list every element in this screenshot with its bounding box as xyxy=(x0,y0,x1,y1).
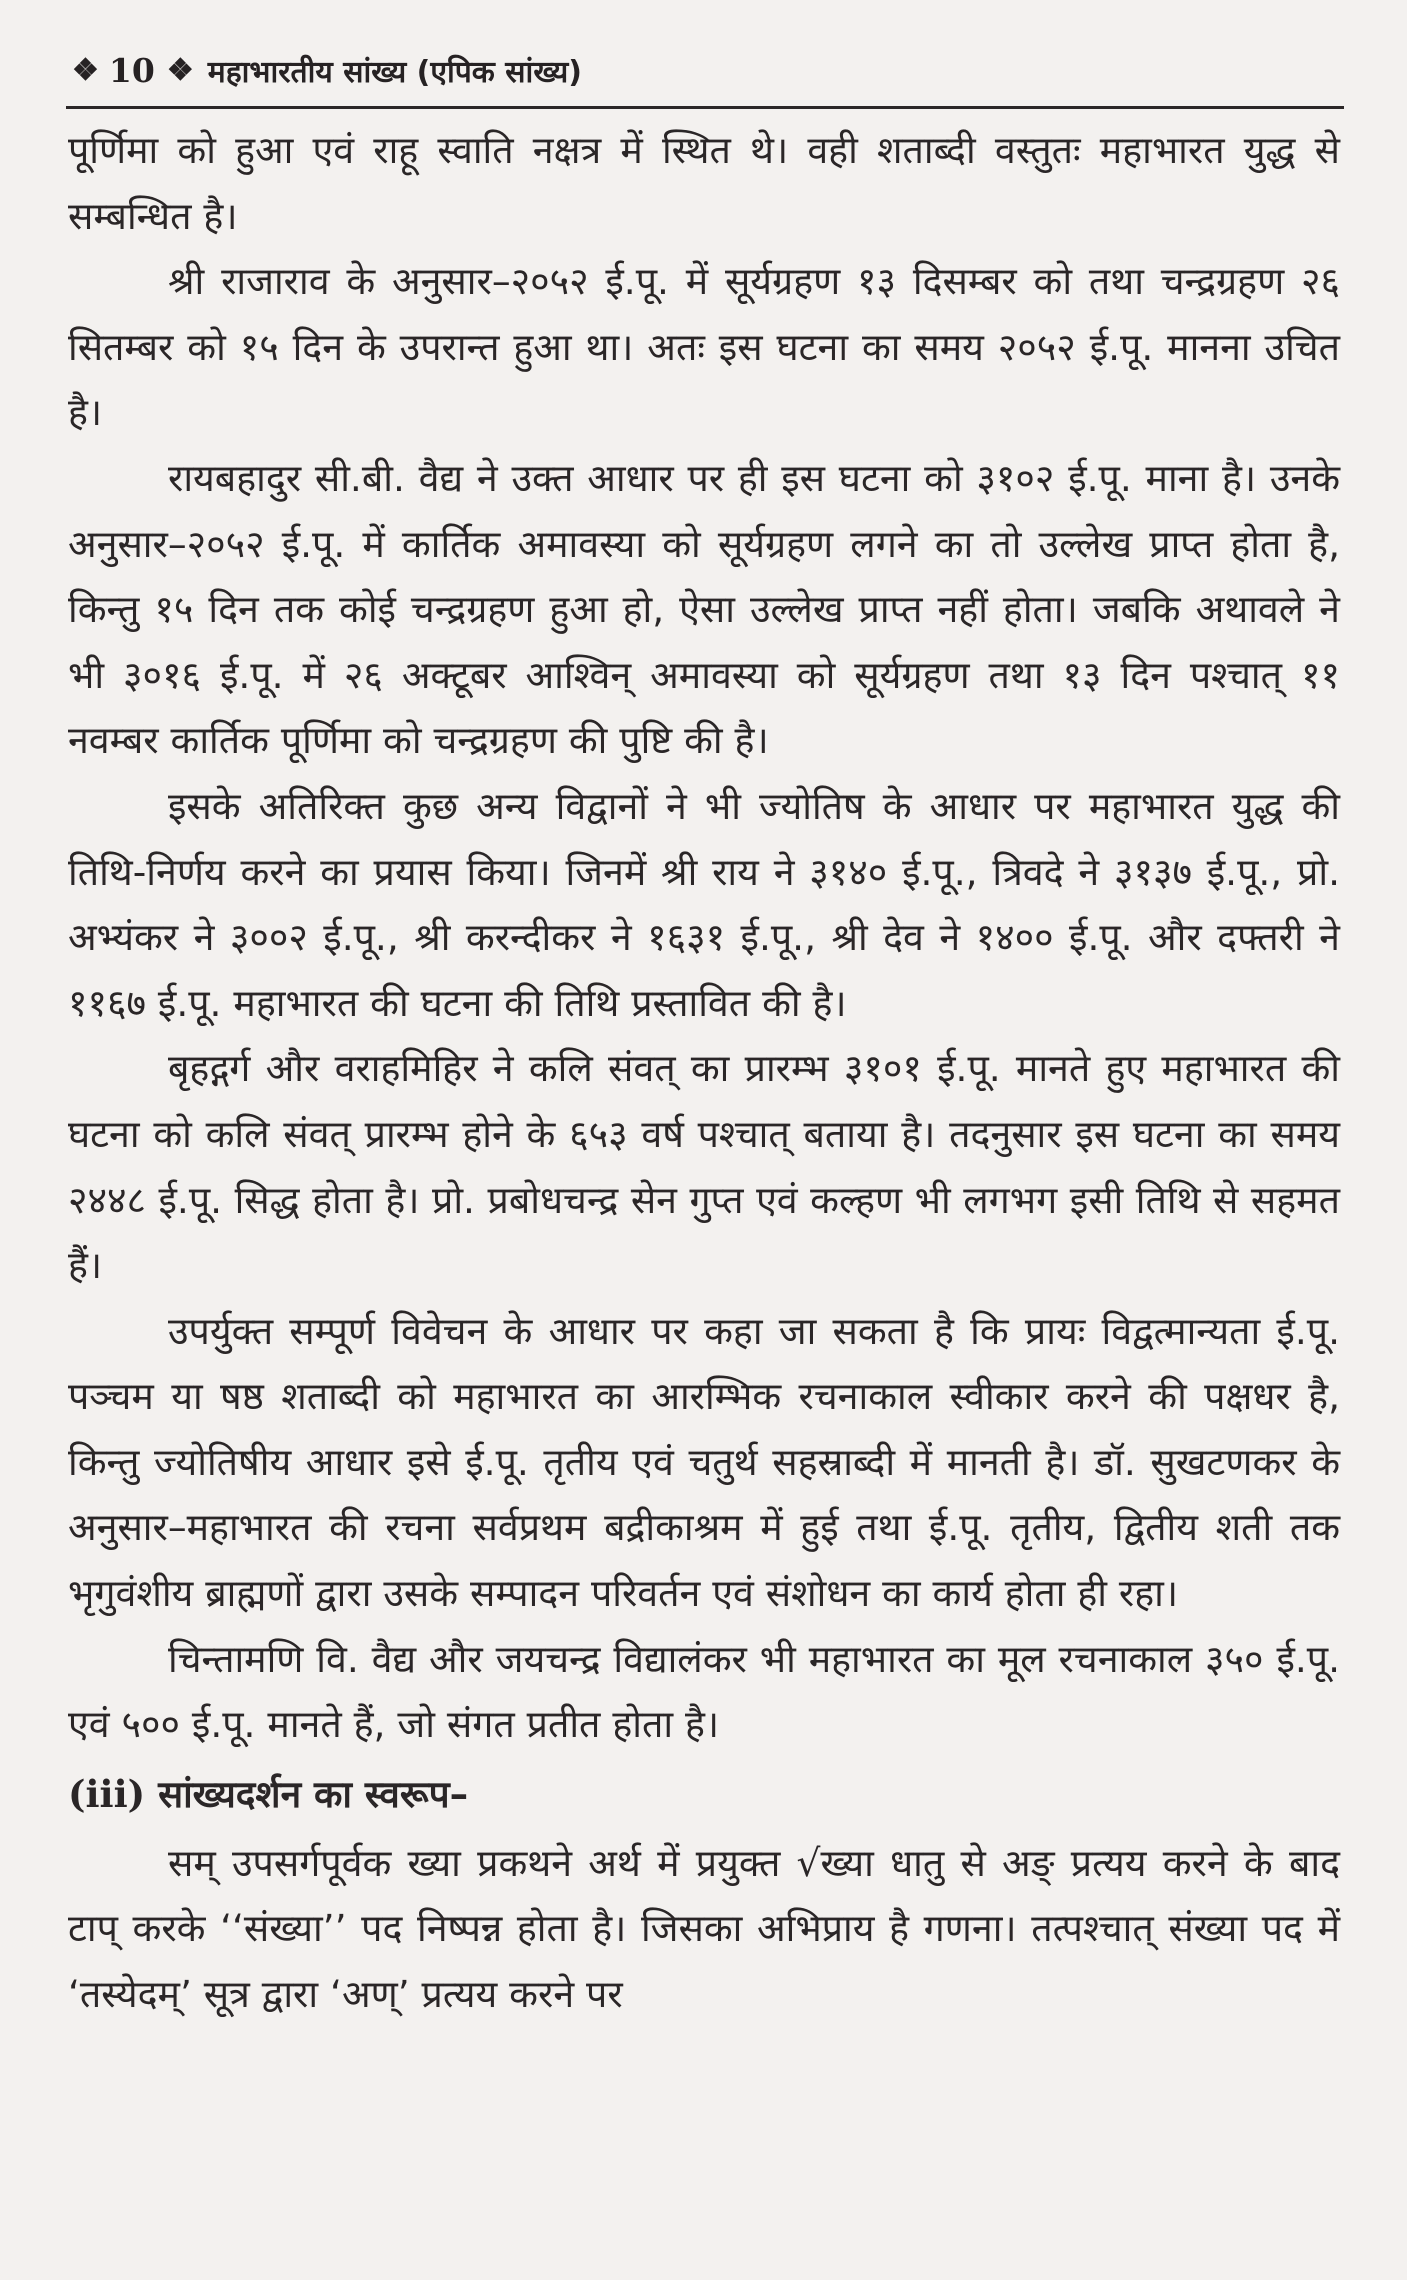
running-header xyxy=(72,40,1342,100)
paragraph: रायबहादुर सी.बी. वैद्य ने उक्त आधार पर ही इस घटना को ३१०२ ई.पू. माना है। उनके अनुसार–२०५२ ई.पू. में कार्तिक अमावस्या को सूर्यग्रहण लगने का तो उल्लेख प्राप्त होता है, किन्तु १५ दिन तक कोई चन्द्रग्रहण हुआ हो, ऐसा उल्लेख प्राप्त नहीं होता। जबकि अथावले ने भी ३०१६ ई.पू. में २६ अक्टूबर आश्विन् अमावस्या को सूर्यग्रहण तथा १३ दिन पश्चात् ११ नवम्बर कार्तिक पूर्णिमा को चन्द्रग्रहण की पुष्टि की है। xyxy=(68,455,1340,763)
diamond-ornament-icon: ❖ xyxy=(72,52,99,88)
diamond-ornament-icon: ❖ xyxy=(166,52,194,88)
section-heading xyxy=(68,1758,1340,1831)
paragraph: चिन्तामणि वि. वैद्य और जयचन्द्र विद्यालंकर भी महाभारत का मूल रचनाकाल ३५० ई.पू. एवं ५०० ई.पू. मानते हैं, जो संगत प्रतीत होता है। xyxy=(68,1636,1340,1747)
page-number: 10 xyxy=(108,50,155,90)
paragraph: सम् उपसर्गपूर्वक ख्या प्रकथने अर्थ में प्रयुक्त √ख्या धातु से अङ् प्रत्यय करने के बाद टाप् करके ‘‘संख्या’’ पद निष्पन्न होता है। जिसका अभिप्राय है गणना। तत्पश्चात् संख्या पद में ‘तस्येदम्’ सूत्र द्वारा ‘अण्’ प्रत्यय करने पर xyxy=(68,1840,1340,2017)
header-rule xyxy=(66,106,1344,109)
paragraph: पूर्णिमा को हुआ एवं राहू स्वाति नक्षत्र में स्थित थे। वही शताब्दी वस्तुतः महाभारत युद्ध से सम्बन्धित है। xyxy=(68,128,1340,238)
paragraph: इसके अतिरिक्त कुछ अन्य विद्वानों ने भी ज्योतिष के आधार पर महाभारत युद्ध की तिथि-निर्णय करने का प्रयास किया। जिनमें श्री राय ने ३१४० ई.पू., त्रिवदे ने ३१३७ ई.पू., प्रो. अभ्यंकर ने ३००२ ई.पू., श्री करन्दीकर ने १६३१ ई.पू., श्री देव ने १४०० ई.पू. और दफ्तरी ने ११६७ ई.पू. महाभारत की घटना की तिथि प्रस्तावित की है। xyxy=(68,783,1340,1025)
paragraph: बृहद्गर्ग और वराहमिहिर ने कलि संवत् का प्रारम्भ ३१०१ ई.पू. मानते हुए महाभारत की घटना को कलि संवत् प्रारम्भ होने के ६५३ वर्ष पश्चात् बताया है। तदनुसार इस घटना का समय २४४८ ई.पू. सिद्ध होता है। प्रो. प्रबोधचन्द्र सेन गुप्त एवं कल्हण भी लगभग इसी तिथि से सहमत हैं। xyxy=(68,1046,1340,1288)
paragraph: उपर्युक्त सम्पूर्ण विवेचन के आधार पर कहा जा सकता है कि प्रायः विद्वत्मान्यता ई.पू. पञ्चम या षष्ठ शताब्दी को महाभारत का आरम्भिक रचनाकाल स्वीकार करने की पक्षधर है, किन्तु ज्योतिषीय आधार इसे ई.पू. तृतीय एवं चतुर्थ सहस्राब्दी में मानती है। डॉ. सुखटणकर के अनुसार–महाभारत की रचना सर्वप्रथम बद्रीकाश्रम में हुई तथा ई.पू. तृतीय, द्वितीय शती तक भृगुवंशीय ब्राह्मणों द्वारा उसके सम्पादन परिवर्तन एवं संशोधन का कार्य होता ही रहा। xyxy=(68,1308,1340,1616)
section-number: (iii) xyxy=(68,1771,146,1816)
body-text xyxy=(68,118,1340,2028)
paragraph: श्री राजाराव के अनुसार–२०५२ ई.पू. में सूर्यग्रहण १३ दिसम्बर को तथा चन्द्रग्रहण २६ सितम्बर को १५ दिन के उपरान्त हुआ था। अतः इस घटना का समय २०५२ ई.पू. मानना उचित है। xyxy=(68,259,1340,435)
running-title: महाभारतीय सांख्य (एपिक सांख्य) xyxy=(207,54,582,90)
section-title: सांख्यदर्शन का स्वरूप– xyxy=(158,1772,469,1816)
